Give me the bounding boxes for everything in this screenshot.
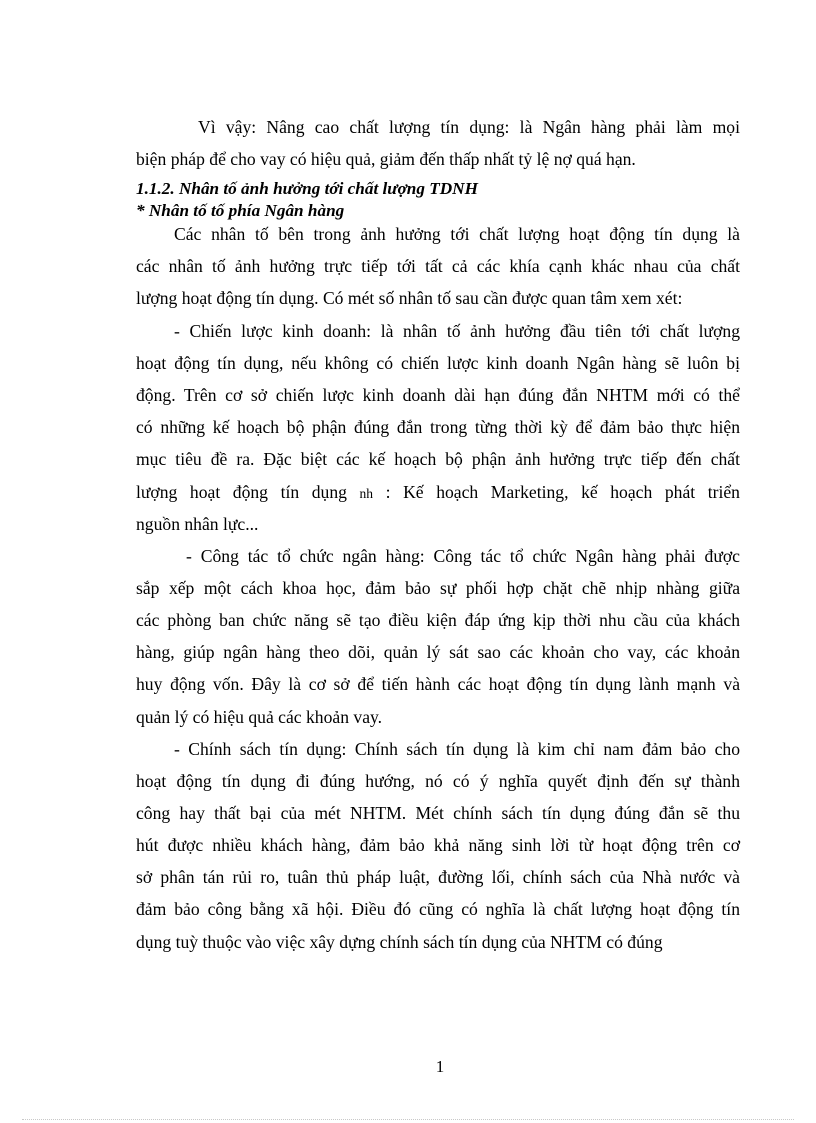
page-boundary-divider [22, 1119, 794, 1120]
body-text-line: mục tiêu đề ra. Đặc biệt các kế hoạch bộ phận ảnh hưởng trực tiếp đến chất [136, 449, 740, 469]
body-text-line: lượng hoạt động tín dụng. Có mét số nhân tố sau cần được quan tâm xem xét: [136, 288, 683, 308]
body-text-line: dụng tuỳ thuộc vào việc xây dựng chính sách tín dụng của NHTM có đúng [136, 932, 663, 952]
body-text-line: động. Trên cơ sở chiến lược kinh doanh dài hạn đúng đắn NHTM mới có thể [136, 385, 740, 405]
body-text-line: - Chiến lược kinh doanh: là nhân tố ảnh hưởng đầu tiên tới chất lượng [174, 321, 740, 341]
section-heading: 1.1.2. Nhân tố ảnh hưởng tới chất lượng TDNH [136, 179, 478, 198]
body-text-line: hút được nhiều khách hàng, đảm bảo khả năng sinh lời từ hoạt động trên cơ [136, 835, 740, 855]
body-text-line: các nhân tố ảnh hưởng trực tiếp tới tất cả các khía cạnh khác nhau của chất [136, 256, 740, 276]
body-text-line: hàng, giúp ngân hàng theo dõi, quản lý sát sao các khoản cho vay, các khoản [136, 642, 740, 662]
body-text-line: nguồn nhân lực... [136, 514, 259, 534]
body-text-line: hoạt động tín dụng đi đúng hướng, nó có ý nghĩa quyết định đến sự thành [136, 771, 740, 791]
body-text-line: biện pháp để cho vay có hiệu quả, giảm đến thấp nhất tỷ lệ nợ quá hạn. [136, 149, 636, 169]
body-text-line: hoạt động tín dụng, nếu không có chiến lược kinh doanh Ngân hàng sẽ luôn bị [136, 353, 740, 373]
text-fragment: lượng hoạt động tín dụng [136, 482, 347, 502]
body-text-line: sở phân tán rủi ro, tuân thủ pháp luật, đường lối, chính sách của Nhà nước và [136, 867, 740, 887]
body-text-line: quản lý có hiệu quả các khoản vay. [136, 707, 383, 727]
page-number: 1 [435, 1057, 445, 1076]
small-text-fragment: nh [359, 486, 374, 501]
body-text-line: có những kế hoạch bộ phận đúng đắn trong từng thời kỳ để đảm bảo thực hiện [136, 417, 740, 437]
body-text-line: công hay thất bại của mét NHTM. Mét chính sách tín dụng đúng đắn sẽ thu [136, 803, 740, 823]
body-text-line: đảm bảo công bằng xã hội. Điều đó cũng có nghĩa là chất lượng hoạt động tín [136, 899, 740, 919]
body-text-line: Vì vậy: Nâng cao chất lượng tín dụng: là Ngân hàng phải làm mọi [198, 117, 740, 137]
subsection-heading: * Nhân tố tố phía Ngân hàng [136, 201, 345, 220]
body-text-line: Các nhân tố bên trong ảnh hưởng tới chất lượng hoạt động tín dụng là [174, 224, 740, 244]
body-text-line: các phòng ban chức năng sẽ tạo điều kiện đáp ứng kịp thời nhu cầu của khách [136, 610, 740, 630]
body-text-line: huy động vốn. Đây là cơ sở để tiến hành các hoạt động tín dụng lành mạnh và [136, 674, 740, 694]
body-text-line: - Công tác tổ chức ngân hàng: Công tác tổ chức Ngân hàng phải được [186, 546, 740, 566]
body-text-line [136, 481, 740, 505]
body-text-line: - Chính sách tín dụng: Chính sách tín dụng là kim chỉ nam đảm bảo cho [174, 739, 740, 759]
text-fragment: : Kế hoạch Marketing, kế hoạch phát triển [385, 482, 740, 502]
body-text-line: sắp xếp một cách khoa học, đảm bảo sự phối hợp chặt chẽ nhịp nhàng giữa [136, 578, 740, 598]
